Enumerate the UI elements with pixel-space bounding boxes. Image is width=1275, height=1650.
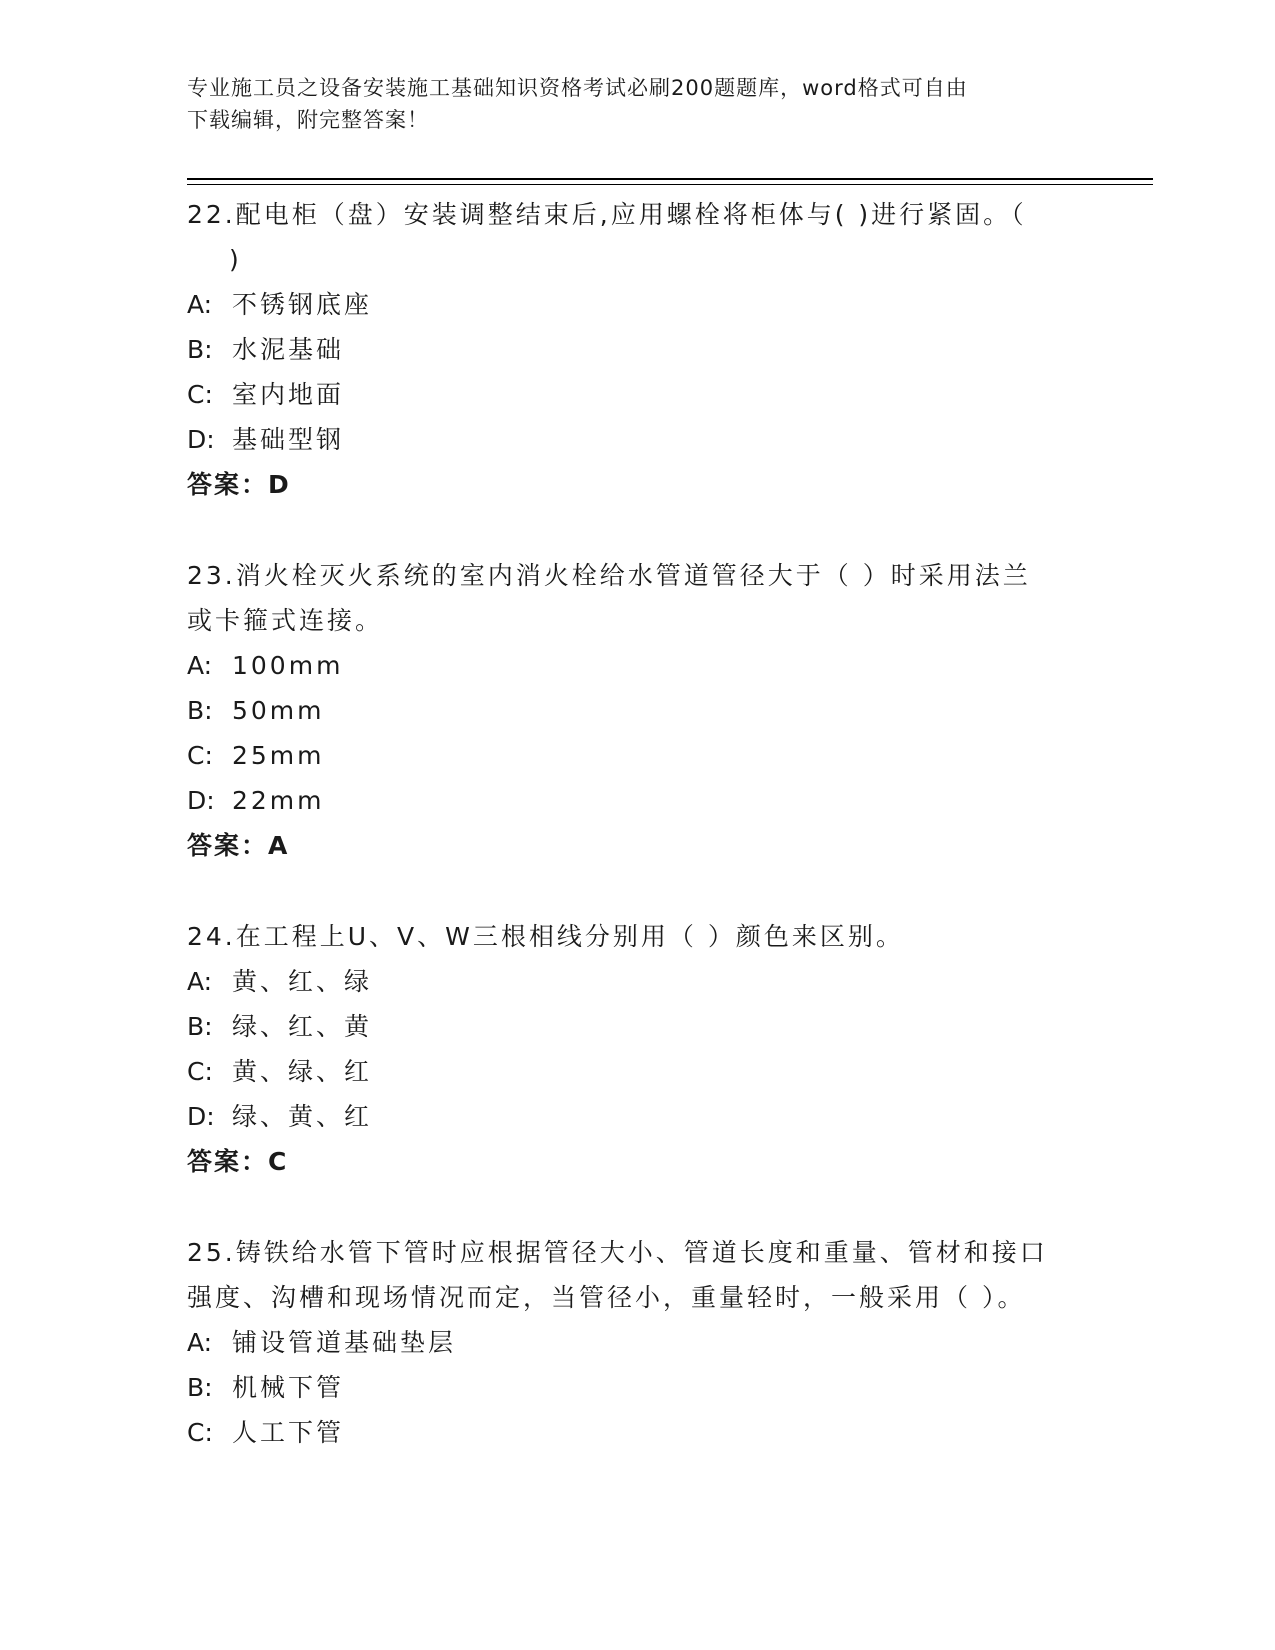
option-a xyxy=(187,1320,1087,1365)
option-text: 水泥基础 xyxy=(232,335,345,364)
header-line-2: 下载编辑，附完整答案！ xyxy=(187,108,429,132)
option-label: C: xyxy=(187,380,213,409)
option-label: C: xyxy=(187,1057,213,1086)
option-label: A: xyxy=(187,290,213,319)
option-text: 绿、黄、红 xyxy=(232,1102,373,1131)
option-d xyxy=(187,778,1087,823)
option-text: 22mm xyxy=(232,786,325,815)
question-text-line: ) xyxy=(229,245,242,274)
option-label: C: xyxy=(187,741,213,770)
option-text: 不锈钢底座 xyxy=(232,290,373,319)
option-text: 绿、红、黄 xyxy=(232,1012,373,1041)
question-23 xyxy=(187,553,1087,868)
answer: 答案：A xyxy=(187,831,290,860)
question-text-line: 24.在工程上U、V、W三根相线分别用（ ）颜色来区别。 xyxy=(187,922,904,951)
option-label: D: xyxy=(187,786,215,815)
header-divider-thick xyxy=(187,178,1153,180)
option-text: 基础型钢 xyxy=(232,425,345,454)
option-text: 铺设管道基础垫层 xyxy=(232,1328,457,1357)
option-text: 室内地面 xyxy=(232,380,345,409)
option-text: 黄、绿、红 xyxy=(232,1057,373,1086)
option-label: C: xyxy=(187,1418,213,1447)
question-text-line: 23.消火栓灭火系统的室内消火栓给水管道管径大于（ ）时采用法兰 xyxy=(187,561,1031,590)
option-label: D: xyxy=(187,1102,215,1131)
option-text: 人工下管 xyxy=(232,1418,345,1447)
option-label: A: xyxy=(187,651,213,680)
option-b xyxy=(187,327,1087,372)
answer: 答案：C xyxy=(187,1147,289,1176)
option-a xyxy=(187,643,1087,688)
option-b xyxy=(187,688,1087,733)
question-text-line: 25.铸铁给水管下管时应根据管径大小、管道长度和重量、管材和接口 xyxy=(187,1238,1048,1267)
question-text-line: 强度、沟槽和现场情况而定，当管径小，重量轻时，一般采用（ ）。 xyxy=(187,1283,1026,1312)
option-label: D: xyxy=(187,425,215,454)
option-text: 50mm xyxy=(232,696,325,725)
option-text: 黄、红、绿 xyxy=(232,967,373,996)
option-label: B: xyxy=(187,696,213,725)
document-header xyxy=(187,72,1067,136)
header-divider-thin xyxy=(187,184,1153,185)
option-a xyxy=(187,959,1087,1004)
question-22 xyxy=(187,192,1087,507)
option-text: 25mm xyxy=(232,741,325,770)
option-d xyxy=(187,417,1087,462)
option-c xyxy=(187,1049,1087,1094)
option-b xyxy=(187,1365,1087,1410)
option-text: 机械下管 xyxy=(232,1373,345,1402)
question-text-line: 或卡箍式连接。 xyxy=(187,606,384,635)
option-a xyxy=(187,282,1087,327)
option-label: B: xyxy=(187,335,213,364)
header-line-1: 专业施工员之设备安装施工基础知识资格考试必刷200题题库，word格式可自由 xyxy=(187,76,968,100)
option-b xyxy=(187,1004,1087,1049)
question-list xyxy=(187,192,1087,1501)
option-c xyxy=(187,1410,1087,1455)
option-label: B: xyxy=(187,1373,213,1402)
option-label: B: xyxy=(187,1012,213,1041)
option-text: 100mm xyxy=(232,651,344,680)
answer: 答案：D xyxy=(187,470,291,499)
option-label: A: xyxy=(187,967,213,996)
option-label: A: xyxy=(187,1328,213,1357)
question-25 xyxy=(187,1230,1087,1455)
option-c xyxy=(187,733,1087,778)
option-c xyxy=(187,372,1087,417)
question-text-line: 22.配电柜（盘）安装调整结束后,应用螺栓将柜体与( )进行紧固。（ xyxy=(187,200,1027,229)
option-d xyxy=(187,1094,1087,1139)
question-24 xyxy=(187,914,1087,1184)
